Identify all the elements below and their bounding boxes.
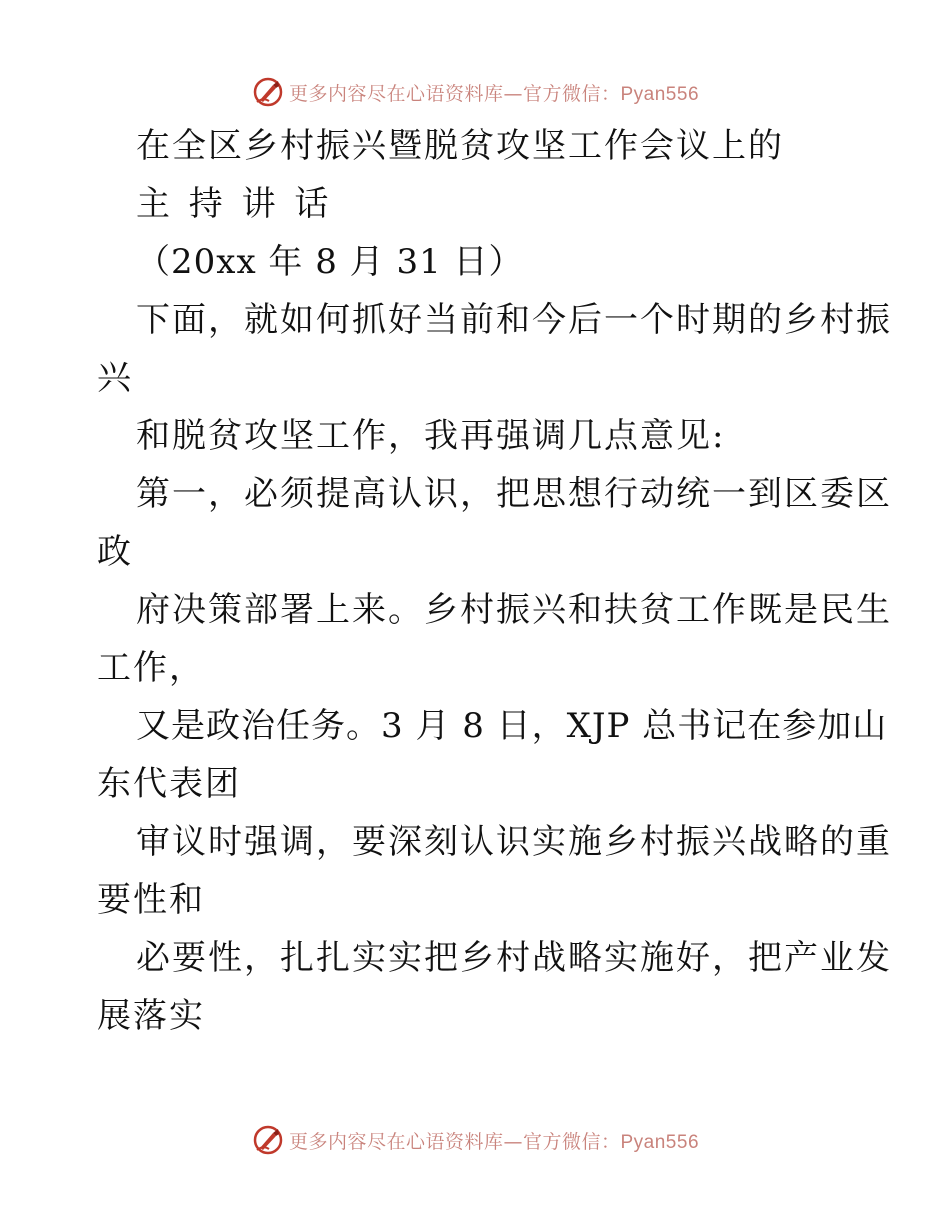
paragraph-line: 必要性，扎扎实实把乡村战略实施好，把产业发 bbox=[136, 938, 892, 978]
header-watermark bbox=[0, 72, 950, 112]
paragraph-line: 第一，必须提高认识，把思想行动统一到区委区 bbox=[136, 474, 892, 514]
pen-logo-icon bbox=[251, 75, 285, 109]
paragraph-line: 要性和 bbox=[97, 880, 205, 920]
paragraph-line: 和脱贫攻坚工作，我再强调几点意见: bbox=[136, 416, 726, 456]
paragraph-line: 又是政治任务。3 月 8 日，XJP 总书记在参加山 bbox=[136, 706, 888, 746]
document-title: 在全区乡村振兴暨脱贫攻坚工作会议上的 bbox=[136, 126, 784, 166]
paragraph-line: 工作， bbox=[97, 648, 205, 688]
watermark-wechat-id: Pyan556 bbox=[620, 83, 700, 105]
watermark-text: 更多内容尽在心语资料库—官方微信： bbox=[288, 82, 621, 105]
paragraph-line: 府决策部署上来。乡村振兴和扶贫工作既是民生 bbox=[136, 590, 892, 630]
footer-watermark bbox=[0, 1120, 950, 1160]
document-subtitle: 主 持 讲 话 bbox=[136, 184, 333, 224]
paragraph-line: 政 bbox=[97, 532, 133, 572]
paragraph-line: 兴 bbox=[97, 358, 133, 398]
watermark-text: 更多内容尽在心语资料库—官方微信： bbox=[288, 1130, 621, 1153]
pen-logo-icon bbox=[251, 1123, 285, 1157]
watermark-wechat-id: Pyan556 bbox=[620, 1131, 700, 1153]
paragraph-line: 下面，就如何抓好当前和今后一个时期的乡村振 bbox=[136, 300, 892, 340]
paragraph-line: 东代表团 bbox=[97, 764, 241, 804]
paragraph-line: 展落实 bbox=[97, 996, 205, 1036]
paragraph-line: 审议时强调，要深刻认识实施乡村振兴战略的重 bbox=[136, 822, 892, 862]
document-date: （20xx 年 8 月 31 日） bbox=[136, 242, 524, 282]
